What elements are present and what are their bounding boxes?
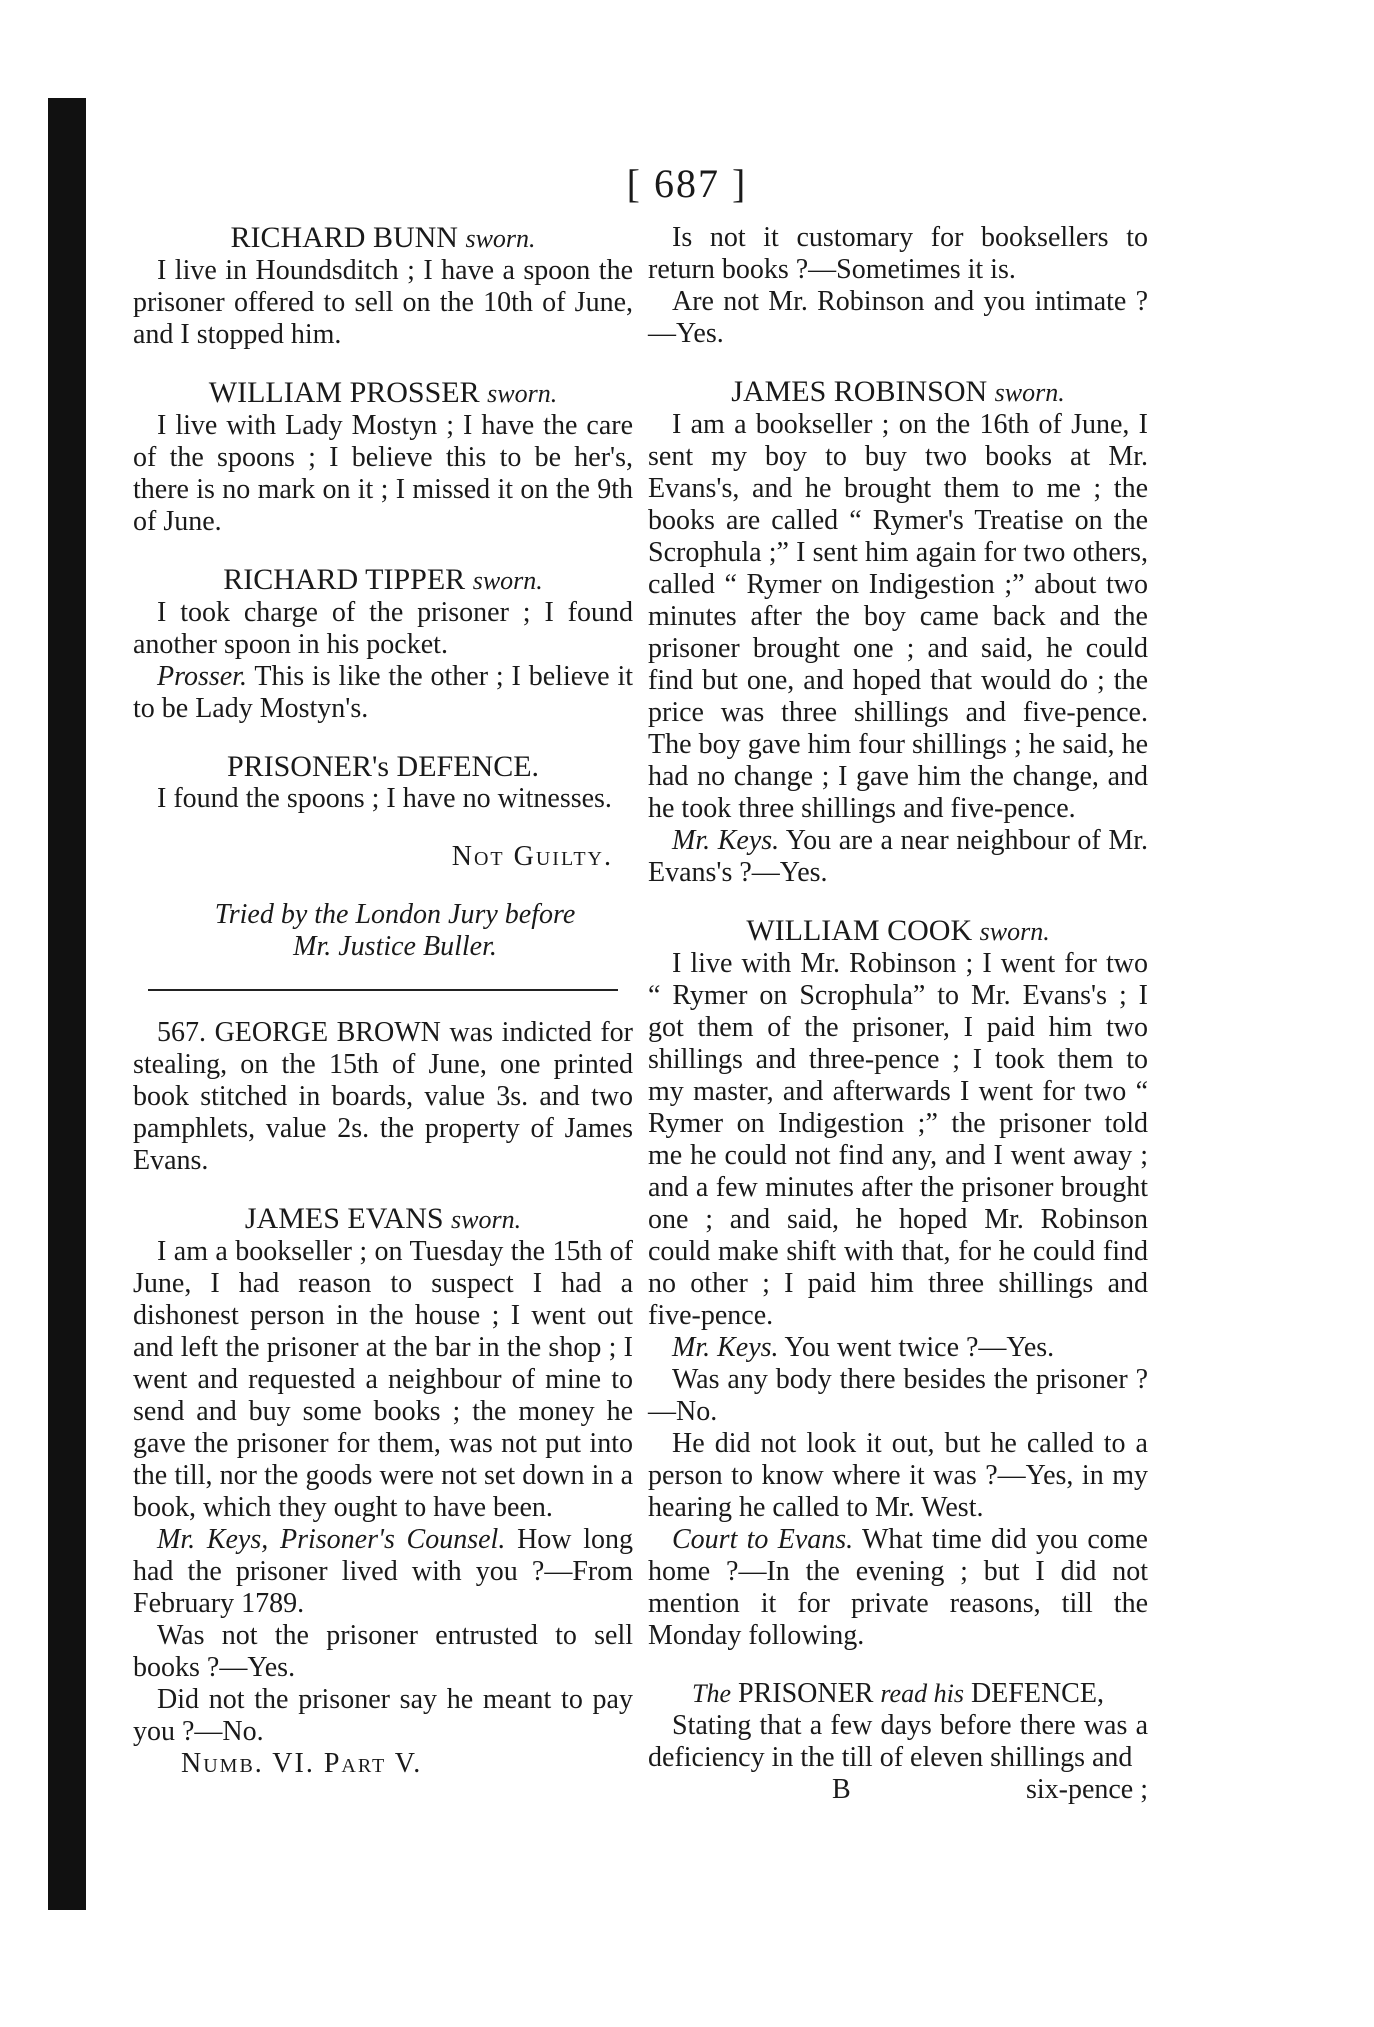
testimony-paragraph: [648, 1524, 1148, 1652]
testimony-paragraph: Was not the prisoner entrusted to sell books ?—Yes.: [133, 1620, 633, 1683]
sworn-label: sworn.: [451, 1205, 522, 1234]
testimony-paragraph: I live with Mr. Robinson ; I went for two “ Rymer on Scrophula” to Mr. Evans's ; I got them of the prisoner, I paid him two shillings and three-pence ; I took them to my master, and afterwards I went for two “ Rymer on Indigestion ;” the prisoner told me he could not find any, and I went away ; and a few minutes after the prisoner brought one ; and said, he hoped Mr. Robinson could make shift with that, for he could find no other ; I paid him three shillings and five-pence.: [648, 948, 1148, 1331]
testimony-text: This is like the other ; I believe it to be Lady Mostyn's.: [133, 661, 634, 724]
witness-heading: [648, 915, 1148, 948]
sworn-label: sworn.: [979, 917, 1050, 946]
testimony-text: You are a near neighbour of Mr. Evans's ?—Yes.: [648, 825, 1148, 888]
page-number: [ 687 ]: [626, 161, 748, 206]
sworn-label: sworn.: [472, 566, 543, 595]
left-column: [133, 222, 633, 1780]
speaker-label: Mr. Keys.: [672, 1332, 779, 1363]
testimony-text: How long had the prisoner lived with you ?—From February 1789.: [133, 1524, 633, 1619]
testimony-text: You went twice ?—Yes.: [784, 1332, 1055, 1363]
testimony-paragraph: [133, 1524, 633, 1620]
testimony-paragraph: I am a bookseller ; on the 16th of June, I sent my boy to buy two books at Mr. Evans's, and he brought them to me ; the books are called “ Rymer's Treatise on the Scrophula ;” I sent him again for two others, called “ Rymer on Indigestion ;” about two minutes after the boy came back and the prisoner brought one ; and said, he could find but one, and hoped that would do ; the price was three shillings and five-pence. The boy gave him four shillings ; he said, he had no change ; I gave him the change, and he took three shillings and five-pence.: [648, 409, 1148, 824]
tried-by-line: Tried by the London Jury before: [214, 899, 576, 930]
testimony-text: What time did you come home ?—In the evening ; but I did not mention it for private reasons, till the Monday following.: [648, 1524, 1148, 1651]
sworn-label: sworn.: [465, 224, 536, 253]
witness-name: WILLIAM PROSSER: [208, 376, 480, 409]
sworn-label: sworn.: [487, 379, 558, 408]
witness-heading: [133, 564, 633, 597]
heading-word: DEFENCE,: [970, 1678, 1104, 1709]
testimony-paragraph: [648, 825, 1148, 889]
witness-name: JAMES EVANS: [244, 1202, 444, 1235]
catchword: six-pence ;: [1025, 1774, 1148, 1805]
witness-name: WILLIAM COOK: [746, 914, 973, 947]
right-column: [648, 222, 1148, 1806]
signature-footer: Numb. VI. Part V.: [181, 1748, 423, 1779]
testimony-paragraph: Are not Mr. Robinson and you intimate ?—Yes.: [648, 286, 1148, 349]
witness-heading: [133, 222, 633, 255]
witness-name: RICHARD BUNN: [230, 221, 458, 254]
testimony-paragraph: [648, 1332, 1148, 1364]
speaker-label: Mr. Keys.: [672, 825, 780, 856]
testimony-paragraph: I live in Houndsditch ; I have a spoon the prisoner offered to sell on the 10th of June, and I stopped him.: [133, 255, 633, 350]
testimony-paragraph: Is not it customary for booksellers to return books ?—Sometimes it is.: [648, 222, 1148, 285]
heading-word: PRISONER: [738, 1678, 874, 1709]
testimony-paragraph: Did not the prisoner say he meant to pay you ?—No.: [133, 1684, 633, 1747]
sworn-label: sworn.: [994, 378, 1065, 407]
speaker-label: Court to Evans.: [672, 1524, 854, 1555]
testimony-paragraph: I took charge of the prisoner ; I found another spoon in his pocket.: [133, 597, 633, 660]
binding-edge: [48, 98, 86, 1910]
testimony-paragraph: I am a bookseller ; on Tuesday the 15th of June, I had reason to suspect I had a dishonest person in the house ; I went out and left the prisoner at the bar in the shop ; I went and requested a neighbour of mine to send and buy some books ; the money he gave the prisoner for them, was not put into the till, nor the goods were not set down in a book, which they ought to have been.: [133, 1236, 633, 1523]
testimony-paragraph: I live with Lady Mostyn ; I have the care of the spoons ; I believe this to be her's, there is no mark on it ; I missed it on the 9th of June.: [133, 410, 633, 537]
heading-word: The: [692, 1679, 732, 1708]
page-footer: [648, 1774, 1148, 1806]
signature-mark: B: [832, 1774, 851, 1805]
witness-heading: [133, 377, 633, 410]
defence-heading: PRISONER's DEFENCE.: [226, 750, 540, 783]
heading-word: read his: [880, 1679, 964, 1708]
speaker-label: Prosser.: [157, 661, 247, 692]
speaker-label: Mr. Keys, Prisoner's Counsel.: [157, 1524, 506, 1555]
witness-heading: [648, 376, 1148, 409]
testimony-paragraph: He did not look it out, but he called to a person to know where it was ?—Yes, in my hearing he called to Mr. West.: [648, 1428, 1148, 1523]
witness-heading: [133, 1203, 633, 1236]
defence-paragraph: Stating that a few days before there was a deficiency in the till of eleven shillings and: [648, 1710, 1148, 1773]
indictment-paragraph: 567. GEORGE BROWN was indicted for stealing, on the 15th of June, one printed book stitched in boards, value 3s. and two pamphlets, value 2s. the property of James Evans.: [133, 1017, 633, 1176]
testimony-paragraph: Was any body there besides the prisoner ?—No.: [648, 1364, 1148, 1427]
witness-name: RICHARD TIPPER: [223, 563, 466, 596]
witness-name: JAMES ROBINSON: [731, 375, 988, 408]
verdict: Not Guilty.: [451, 841, 613, 872]
judge-line: Mr. Justice Buller.: [293, 931, 497, 962]
defence-paragraph: I found the spoons ; I have no witnesses.: [157, 783, 612, 814]
testimony-paragraph: [133, 661, 633, 725]
defence-heading: [648, 1678, 1148, 1710]
